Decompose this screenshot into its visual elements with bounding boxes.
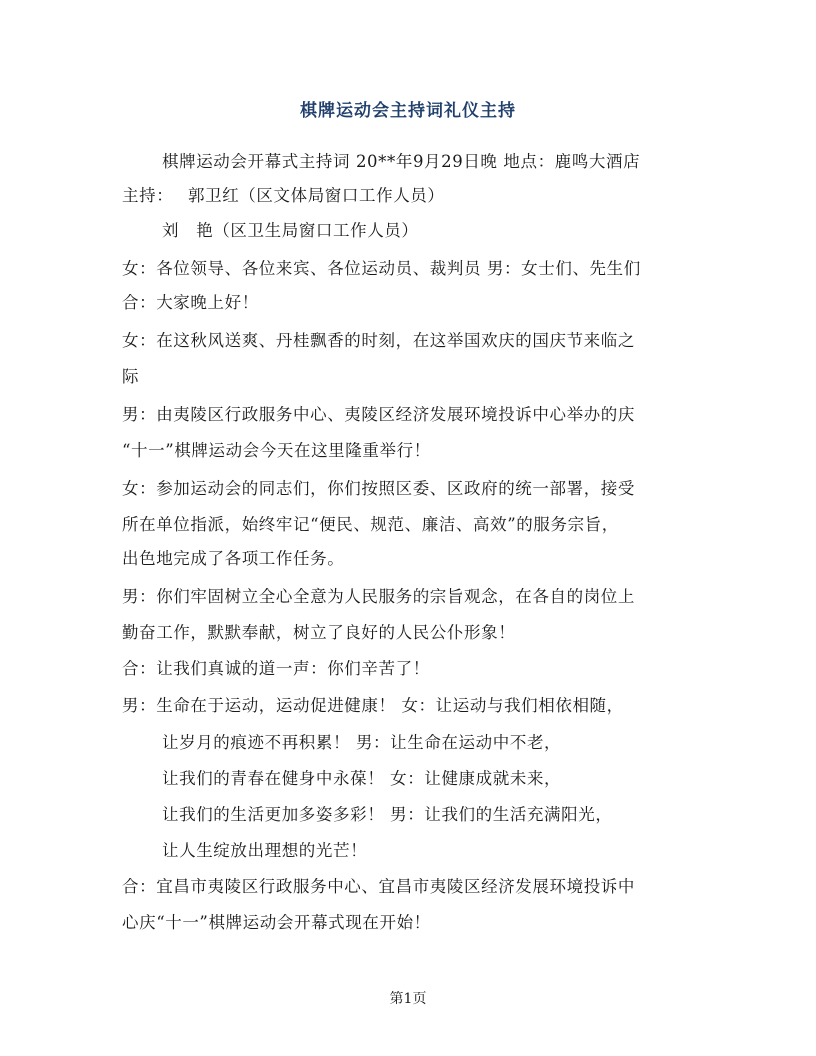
body-line: 女：各位领导、各位来宾、各位运动员、裁判员 男：女士们、先生们 — [122, 259, 641, 278]
body-line: 合：大家晚上好！ — [122, 293, 259, 312]
body-line: 男：你们牢固树立全心全意为人民服务的宗旨观念，在各自的岗位上 — [122, 587, 635, 606]
body-line: 刘 艳（区卫生局窗口工作人员） — [162, 221, 419, 240]
body-line: 主持： 郭卫红（区文体局窗口工作人员） — [122, 186, 445, 205]
body-line: 让岁月的痕迹不再积累！ 男：让生命在运动中不老， — [162, 733, 562, 752]
body-line: 女：在这秋风送爽、丹桂飘香的时刻，在这举国欢庆的国庆节来临之 — [122, 331, 635, 350]
body-line: 出色地完成了各项工作任务。 — [122, 549, 345, 568]
body-line: 际 — [122, 367, 140, 386]
body-line: 勤奋工作，默默奉献，树立了良好的人民公仆形象！ — [122, 623, 516, 642]
body-line: 男：由夷陵区行政服务中心、夷陵区经济发展环境投诉中心举办的庆 — [122, 405, 635, 424]
document-title: 棋牌运动会主持词礼仪主持 — [300, 101, 516, 121]
body-line: 让人生绽放出理想的光芒！ — [162, 841, 368, 860]
body-line: 男：生命在于运动，运动促进健康！ 女：让运动与我们相依相随， — [122, 696, 624, 715]
body-line: 心庆“十一”棋牌运动会开幕式现在开始！ — [122, 913, 431, 932]
body-line: 让我们的青春在健身中永葆！ 女：让健康成就未来， — [162, 769, 562, 788]
body-line: 合：宜昌市夷陵区行政服务中心、宜昌市夷陵区经济发展环境投诉中 — [122, 877, 635, 896]
body-line: 所在单位指派，始终牢记“便民、规范、廉洁、高效”的服务宗旨， — [122, 515, 619, 534]
page-number: 第1页 — [389, 991, 427, 1007]
body-line: 女：参加运动会的同志们，你们按照区委、区政府的统一部署，接受 — [122, 479, 635, 498]
body-line: “十一”棋牌运动会今天在这里隆重举行！ — [122, 441, 431, 460]
body-line: 让我们的生活更加多姿多彩！ 男：让我们的生活充满阳光， — [162, 805, 613, 824]
body-line: 合：让我们真诚的道一声：你们辛苦了！ — [122, 659, 430, 678]
body-line: 棋牌运动会开幕式主持词 20**年9月29日晚 地点：鹿鸣大酒店 — [162, 152, 641, 171]
